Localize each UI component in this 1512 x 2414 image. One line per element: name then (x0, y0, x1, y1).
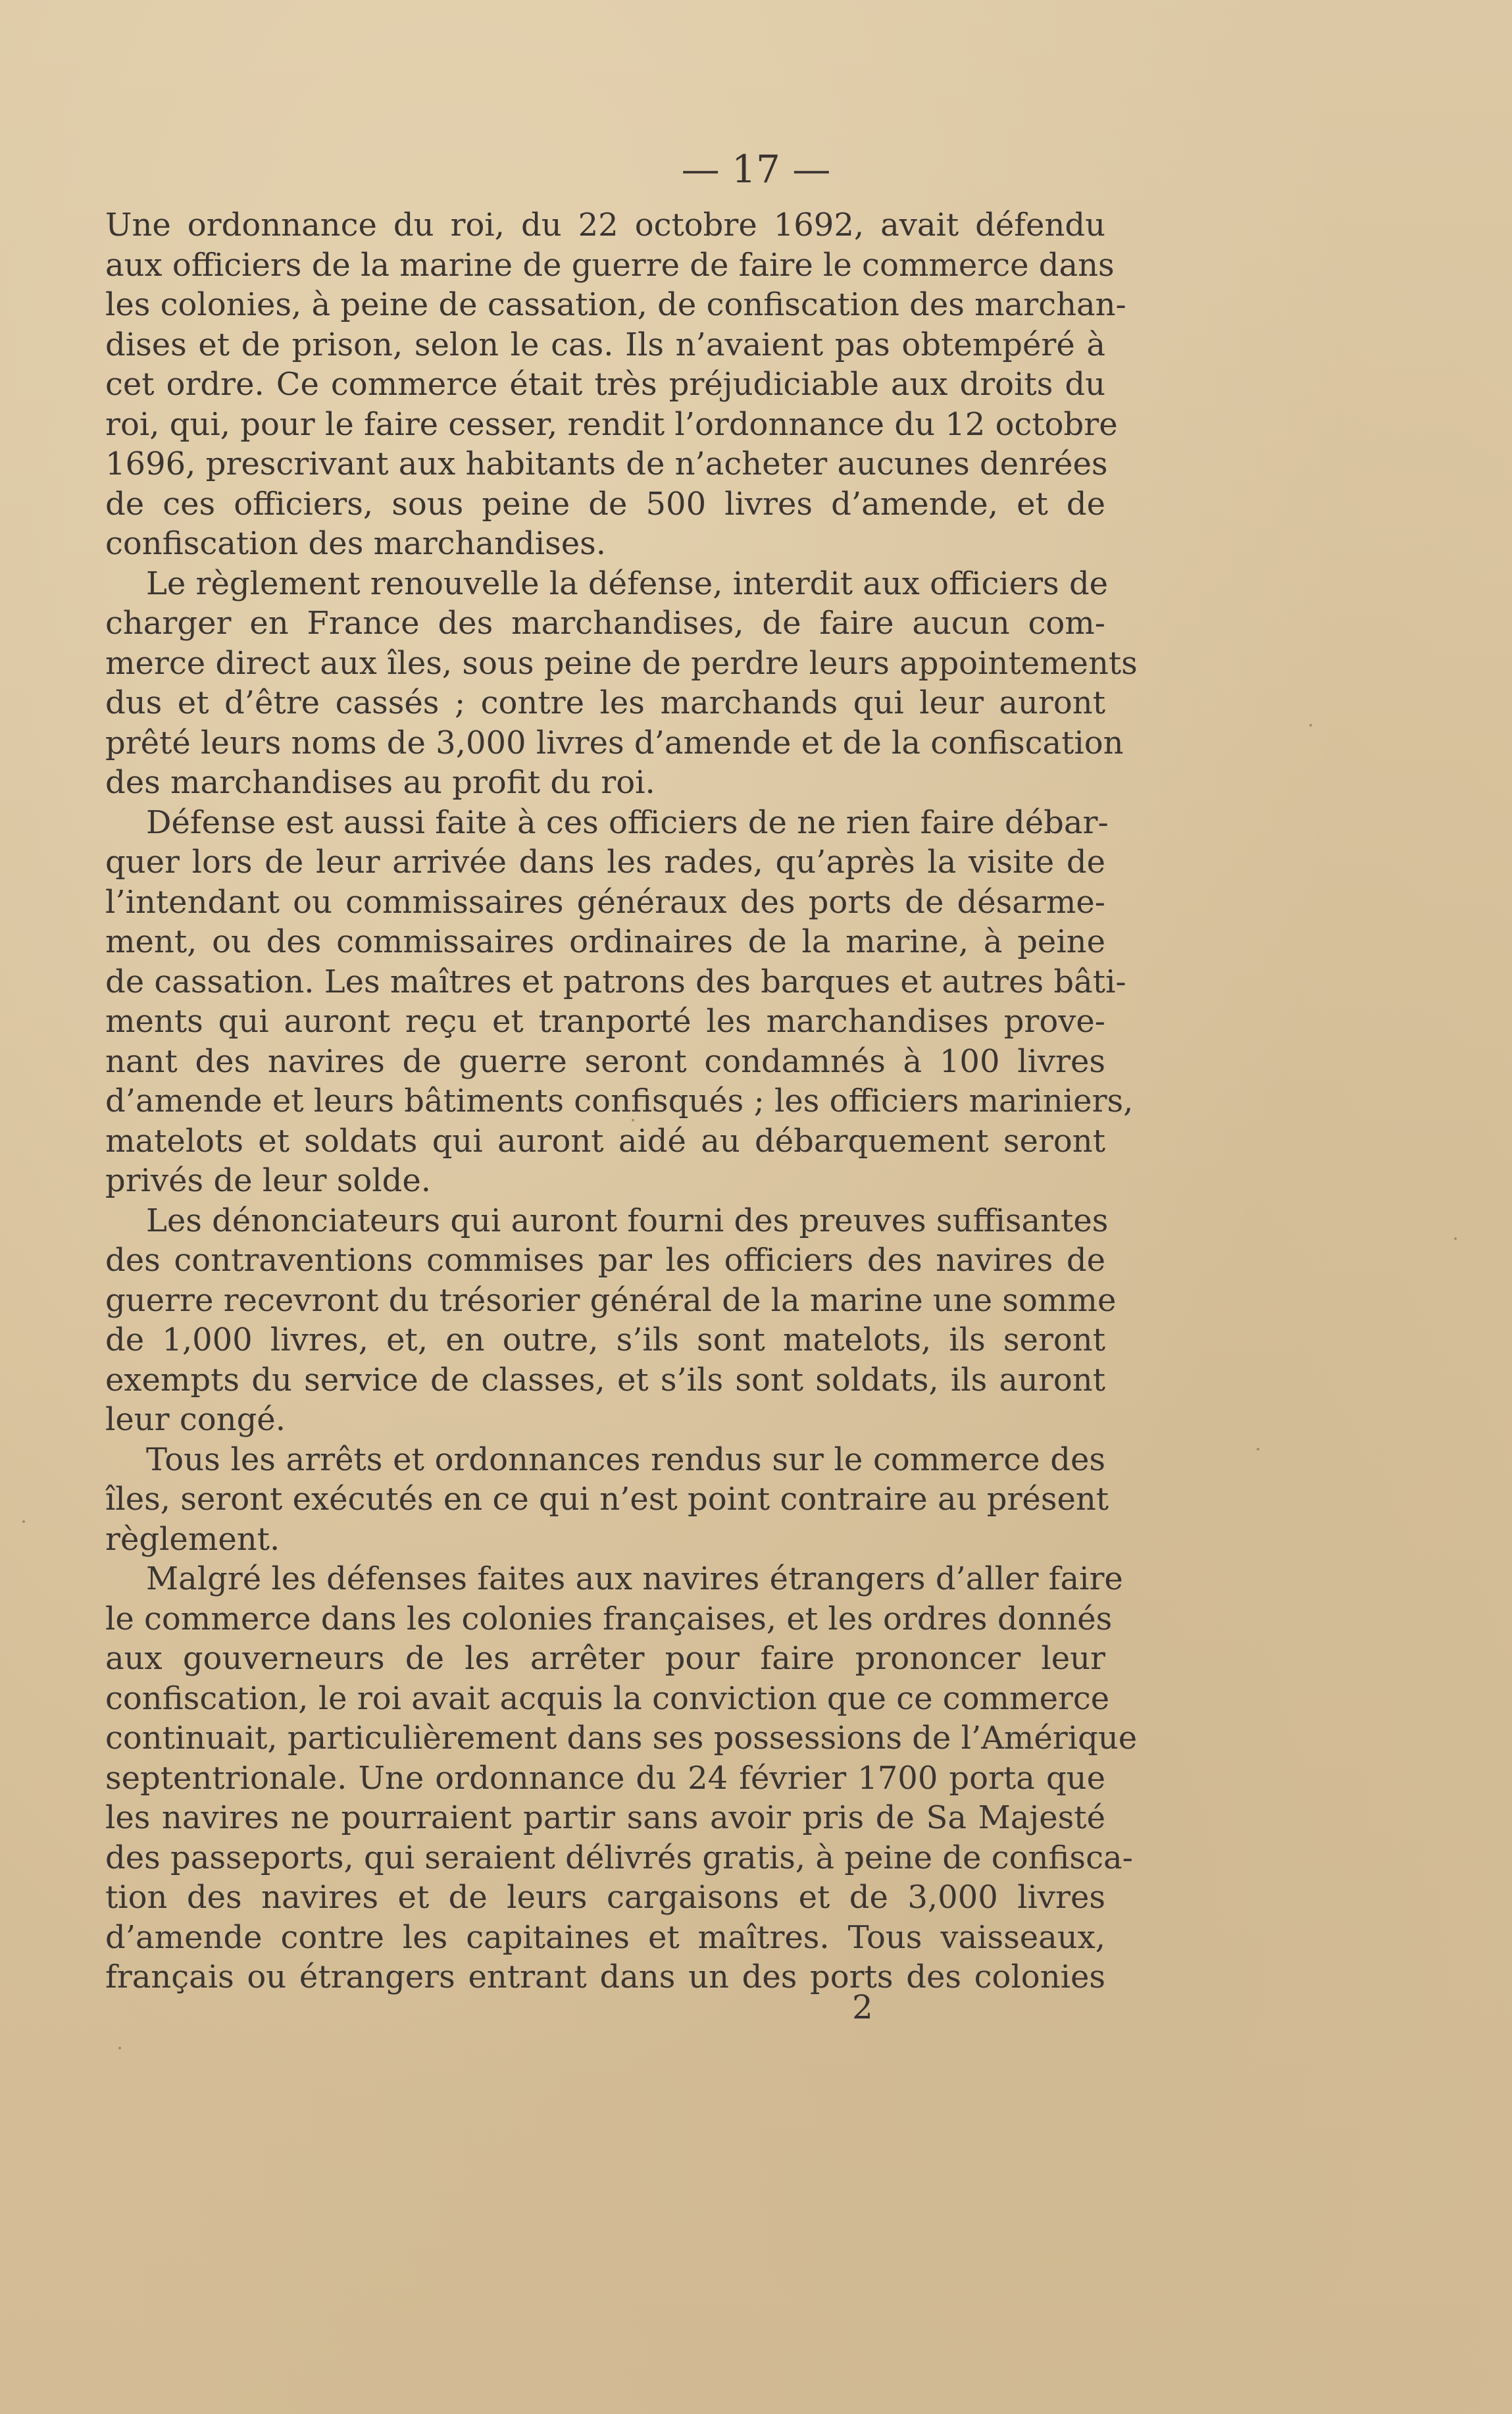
text-line: aux officiers de la marine de guerre de faire le commerce dans (105, 246, 1115, 284)
text-line: confiscation, le roi avait acquis la conviction que ce commerce (105, 1680, 1110, 1717)
text-line: Le règlement renouvelle la défense, interdit aux officiers de (146, 565, 1109, 602)
text-line: îles, seront exécutés en ce qui n’est point contraire au présent (105, 1481, 1109, 1518)
text-line: septentrionale. Une ordonnance du 24 février 1700 porta que (105, 1759, 1105, 1797)
text-line: prêté leurs noms de 3,000 livres d’amende et de la confiscation (105, 724, 1124, 761)
text-line: de ces officiers, sous peine de 500 livres d’amende, et de (105, 485, 1105, 523)
text-line: charger en France des marchandises, de faire aucun com- (105, 605, 1105, 642)
text-line: ment, ou des commissaires ordinaires de la marine, à peine (105, 923, 1105, 960)
text-line: de 1,000 livres, et, en outre, s’ils sont matelots, ils seront (105, 1322, 1105, 1358)
text-line: l’intendant ou commissaires généraux des ports de désarme- (105, 883, 1105, 921)
signature-mark: 2 (852, 1988, 873, 2026)
text-line: privés de leur solde. (105, 1162, 431, 1199)
text-line: dus et d’être cassés ; contre les marchands qui leur auront (105, 684, 1105, 721)
text-line: cet ordre. Ce commerce était très préjudiciable aux droits du (105, 366, 1105, 403)
text-line: français ou étrangers entrant dans un des ports des colonies (105, 1959, 1105, 1995)
paper-speck (118, 2047, 121, 2049)
text-line: les navires ne pourraient partir sans avoir pris de Sa Majesté (105, 1799, 1105, 1836)
paper-speck (1454, 1237, 1457, 1240)
text-line: d’amende et leurs bâtiments confisqués ; les officiers mariniers, (105, 1083, 1134, 1119)
text-line: tion des navires et de leurs cargaisons et de 3,000 livres (105, 1879, 1105, 1916)
text-line: nant des navires de guerre seront condamnés à 100 livres (105, 1042, 1105, 1080)
text-line: exempts du service de classes, et s’ils sont soldats, ils auront (105, 1361, 1105, 1399)
body-text (105, 205, 1138, 1997)
paper-speck (1257, 1448, 1259, 1451)
text-line: roi, qui, pour le faire cesser, rendit l’ordonnance du 12 octobre (105, 405, 1118, 443)
text-line: dises et de prison, selon le cas. Ils n’avaient pas obtempéré à (105, 326, 1105, 363)
page-number: — 17 — (681, 147, 831, 192)
paper-speck (632, 1119, 634, 1121)
text-line: continuait, particulièrement dans ses possessions de l’Amérique (105, 1720, 1138, 1757)
text-line: aux gouverneurs de les arrêter pour faire prononcer leur (105, 1640, 1105, 1677)
text-line: les colonies, à peine de cassation, de confiscation des marchan- (105, 286, 1126, 323)
text-line: leur congé. (105, 1401, 286, 1438)
text-line: 1696, prescrivant aux habitants de n’acheter aucunes denrées (105, 446, 1108, 482)
text-line: d’amende contre les capitaines et maîtres. Tous vaisseaux, (105, 1918, 1105, 1956)
text-line: merce direct aux îles, sous peine de perdre leurs appointements (105, 644, 1138, 682)
text-line: des passeports, qui seraient délivrés gratis, à peine de confisca- (105, 1839, 1133, 1876)
text-line: ments qui auront reçu et tranporté les marchandises prove- (105, 1003, 1105, 1040)
text-line: quer lors de leur arrivée dans les rades, qu’après la visite de (105, 844, 1105, 881)
text-line: Tous les arrêts et ordonnances rendus sur le commerce des (146, 1441, 1105, 1478)
paper-speck (1309, 724, 1312, 727)
text-line: Malgré les défenses faites aux navires étrangers d’aller faire (146, 1560, 1123, 1597)
text-line: matelots et soldats qui auront aidé au débarquement seront (105, 1122, 1105, 1160)
paper-speck (22, 1520, 25, 1523)
text-line: des marchandises au profit du roi. (105, 764, 655, 801)
text-line: le commerce dans les colonies françaises, et les ordres donnés (105, 1600, 1113, 1637)
text-line: règlement. (105, 1520, 280, 1558)
text-line: confiscation des marchandises. (105, 525, 606, 562)
text-line: Défense est aussi faite à ces officiers de ne rien faire débar- (146, 804, 1109, 841)
text-line: des contraventions commises par les officiers des navires de (105, 1242, 1105, 1279)
text-line: de cassation. Les maîtres et patrons des barques et autres bâti- (105, 963, 1126, 1000)
text-line: Une ordonnance du roi, du 22 octobre 1692, avait défendu (105, 207, 1105, 244)
text-line: Les dénonciateurs qui auront fourni des preuves suffisantes (146, 1202, 1109, 1239)
text-line: guerre recevront du trésorier général de la marine une somme (105, 1281, 1117, 1319)
